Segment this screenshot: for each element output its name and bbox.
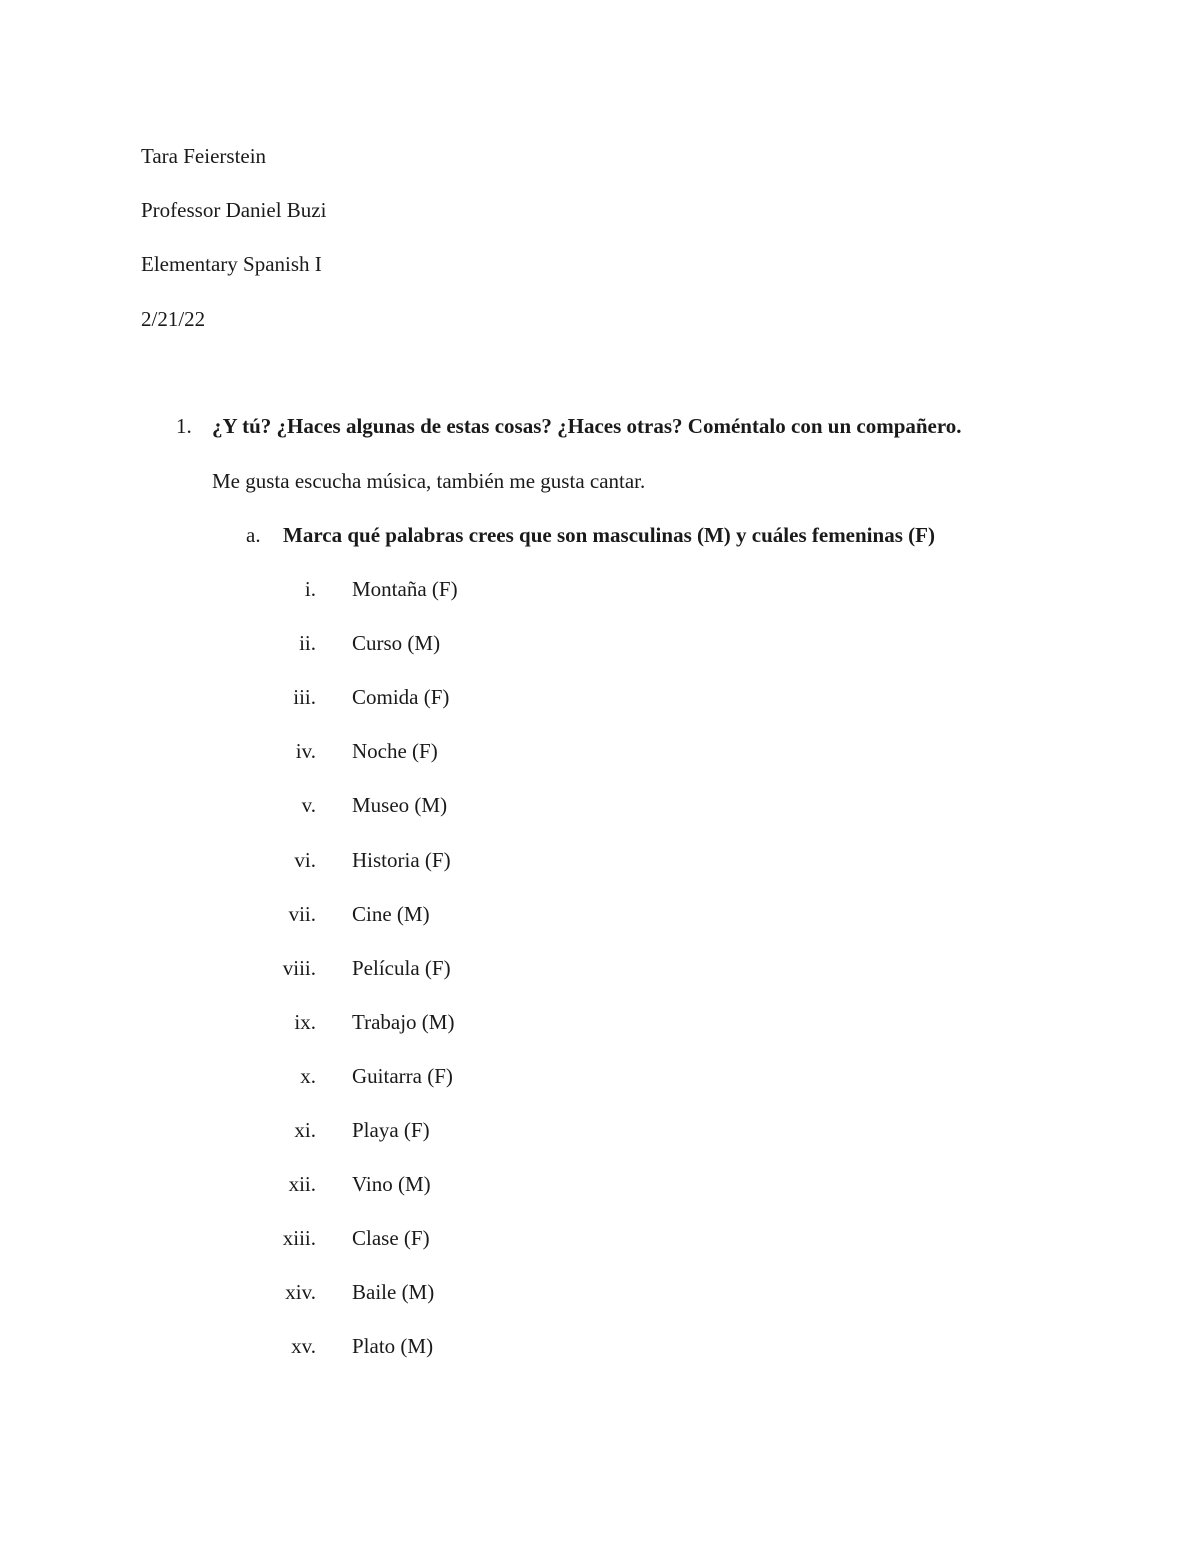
student-name: Tara Feierstein: [141, 144, 267, 168]
list-item-numeral: i.: [304, 577, 316, 601]
list-item-text: Cine (M): [352, 902, 430, 926]
question-answer: Me gusta escucha música, también me gusta cantar.: [212, 469, 646, 493]
list-item-numeral: viii.: [282, 956, 316, 980]
list-item-numeral: xi.: [294, 1118, 316, 1142]
list-item-text: Comida (F): [352, 685, 450, 709]
list-item-text: Noche (F): [352, 739, 438, 763]
list-item-numeral: vi.: [294, 848, 316, 872]
list-item-text: Plato (M): [352, 1334, 434, 1358]
list-item-text: Museo (M): [352, 793, 448, 817]
list-item-numeral: xiv.: [285, 1280, 316, 1304]
question-number: 1.: [176, 414, 192, 438]
list-item-text: Montaña (F): [352, 577, 458, 601]
list-item-numeral: xiii.: [282, 1226, 316, 1250]
list-item-numeral: iv.: [295, 739, 316, 763]
sub-question-letter: a.: [246, 523, 261, 547]
list-item-numeral: x.: [300, 1064, 316, 1088]
list-item-text: Vino (M): [352, 1172, 431, 1196]
list-item-text: Película (F): [352, 956, 451, 980]
list-item-numeral: xii.: [288, 1172, 316, 1196]
list-item-text: Playa (F): [352, 1118, 430, 1142]
professor-name: Professor Daniel Buzi: [141, 198, 327, 222]
list-item-text: Historia (F): [352, 848, 451, 872]
list-item-numeral: ii.: [299, 631, 316, 655]
date: 2/21/22: [141, 307, 206, 331]
list-item-text: Guitarra (F): [352, 1064, 453, 1088]
list-item-numeral: ix.: [294, 1010, 316, 1034]
sub-question-prompt: Marca qué palabras crees que son masculinas (M) y cuáles femeninas (F): [283, 523, 935, 547]
list-item-numeral: vii.: [288, 902, 316, 926]
list-item-numeral: v.: [301, 793, 316, 817]
list-item-text: Curso (M): [352, 631, 441, 655]
list-item-text: Trabajo (M): [352, 1010, 455, 1034]
list-item-numeral: xv.: [291, 1334, 316, 1358]
question-prompt: ¿Y tú? ¿Haces algunas de estas cosas? ¿Haces otras? Coméntalo con un compañero.: [212, 414, 962, 438]
list-item-numeral: iii.: [293, 685, 316, 709]
list-item-text: Baile (M): [352, 1280, 435, 1304]
list-item-text: Clase (F): [352, 1226, 430, 1250]
course-name: Elementary Spanish I: [141, 252, 322, 276]
